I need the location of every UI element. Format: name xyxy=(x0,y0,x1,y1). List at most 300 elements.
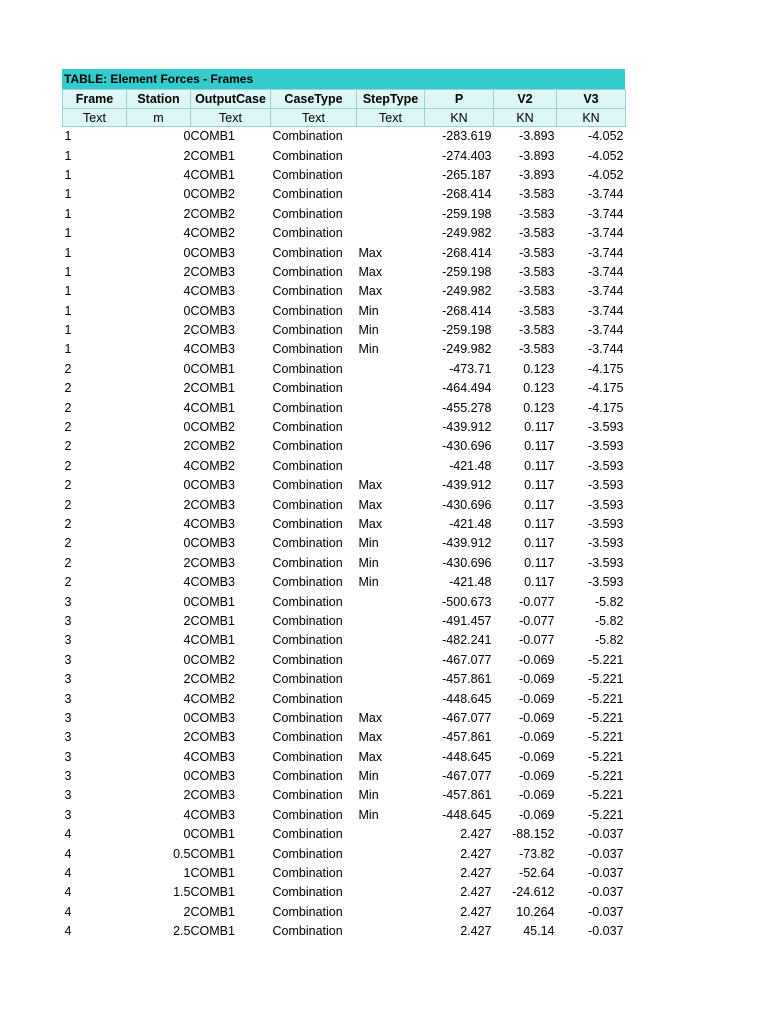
cell-station: 2 xyxy=(183,439,191,454)
cell-steptype: Min xyxy=(358,323,379,338)
table-row xyxy=(63,359,626,378)
cell-steptype xyxy=(357,223,425,242)
cell-frame: 1 xyxy=(64,284,72,299)
table-row xyxy=(63,456,626,475)
column-header-v2: V2 xyxy=(494,90,557,109)
cell-outputcase: COMB2 xyxy=(190,691,235,706)
cell-v3: -4.052 xyxy=(588,148,624,163)
cell-p: -439.912 xyxy=(442,478,492,493)
table-row xyxy=(63,223,626,242)
cell-v2: -0.069 xyxy=(519,710,555,725)
cell-station: 1 xyxy=(183,866,191,881)
cell-steptype xyxy=(357,185,425,204)
table-row xyxy=(63,417,626,436)
cell-v2: -0.069 xyxy=(519,672,555,687)
cell-frame: 3 xyxy=(64,788,72,803)
cell-steptype xyxy=(357,456,425,475)
cell-station: 0 xyxy=(183,303,191,318)
cell-casetype: Combination xyxy=(272,439,343,454)
cell-p: -457.861 xyxy=(442,672,492,687)
cell-v3: -0.037 xyxy=(588,866,624,881)
cell-steptype xyxy=(357,825,425,844)
cell-outputcase: COMB1 xyxy=(190,129,235,144)
column-header-outputcase: OutputCase xyxy=(191,90,271,109)
cell-frame: 1 xyxy=(64,342,72,357)
cell-v2: -0.069 xyxy=(519,691,555,706)
cell-v2: 0.117 xyxy=(524,420,555,435)
table-row xyxy=(63,708,626,727)
cell-v3: -4.175 xyxy=(588,361,624,376)
cell-p: -467.077 xyxy=(442,710,492,725)
table-row xyxy=(63,340,626,359)
cell-station: 0 xyxy=(183,594,191,609)
cell-p: -439.912 xyxy=(442,420,492,435)
table-row xyxy=(63,747,626,766)
cell-v3: -3.593 xyxy=(588,517,624,531)
table-row xyxy=(63,631,626,650)
cell-v3: -3.744 xyxy=(588,342,624,357)
cell-frame: 1 xyxy=(64,303,72,318)
cell-p: -448.645 xyxy=(442,691,492,706)
cell-casetype: Combination xyxy=(272,245,343,260)
cell-frame: 3 xyxy=(64,691,72,706)
cell-v2: -0.069 xyxy=(519,652,555,667)
cell-v2: -0.069 xyxy=(519,730,555,745)
cell-steptype: Max xyxy=(358,710,383,725)
cell-casetype: Combination xyxy=(272,827,343,842)
table-row xyxy=(63,204,626,223)
cell-steptype xyxy=(357,863,425,882)
table-row xyxy=(63,786,626,805)
cell-v3: -3.593 xyxy=(588,458,624,473)
cell-outputcase: COMB1 xyxy=(190,594,235,609)
cell-casetype: Combination xyxy=(272,167,343,182)
cell-outputcase: COMB2 xyxy=(190,439,235,454)
cell-steptype: Min xyxy=(358,769,379,784)
cell-station: 2 xyxy=(183,264,191,279)
cell-v2: -0.069 xyxy=(519,769,555,784)
cell-frame: 2 xyxy=(64,536,72,551)
table-row xyxy=(63,669,626,688)
cell-p: -473.71 xyxy=(449,361,492,376)
cell-outputcase: COMB2 xyxy=(190,187,235,202)
cell-p: -500.673 xyxy=(442,594,492,609)
cell-casetype: Combination xyxy=(272,361,343,376)
cell-outputcase: COMB3 xyxy=(190,769,235,784)
cell-frame: 2 xyxy=(64,458,72,473)
cell-p: -259.198 xyxy=(442,206,492,221)
cell-casetype: Combination xyxy=(272,129,343,144)
cell-frame: 2 xyxy=(64,478,72,493)
cell-v3: -3.744 xyxy=(588,206,624,221)
cell-frame: 3 xyxy=(64,769,72,784)
cell-frame: 1 xyxy=(64,129,72,144)
cell-outputcase: COMB3 xyxy=(190,730,235,745)
cell-casetype: Combination xyxy=(272,710,343,725)
cell-casetype: Combination xyxy=(272,420,343,435)
cell-frame: 2 xyxy=(64,400,72,415)
cell-station: 2 xyxy=(183,497,191,512)
cell-frame: 3 xyxy=(64,730,72,745)
cell-v2: -3.583 xyxy=(519,264,555,279)
cell-casetype: Combination xyxy=(272,885,343,900)
cell-p: -448.645 xyxy=(442,749,492,764)
cell-steptype xyxy=(357,417,425,436)
cell-v3: -0.037 xyxy=(588,827,624,842)
cell-frame: 3 xyxy=(64,594,72,609)
cell-v2: 0.117 xyxy=(524,555,555,570)
table-row xyxy=(63,844,626,863)
cell-station: 2 xyxy=(183,555,191,570)
cell-station: 4 xyxy=(183,749,191,764)
cell-casetype: Combination xyxy=(272,226,343,241)
cell-outputcase: COMB1 xyxy=(190,827,235,842)
cell-casetype: Combination xyxy=(272,691,343,706)
cell-frame: 4 xyxy=(64,885,72,900)
cell-station: 2 xyxy=(183,730,191,745)
cell-steptype xyxy=(357,883,425,902)
table-row xyxy=(63,379,626,398)
cell-outputcase: COMB1 xyxy=(190,633,235,648)
cell-v3: -5.82 xyxy=(595,613,624,628)
table-row xyxy=(63,553,626,572)
unit-v2: KN xyxy=(494,109,557,127)
table-row xyxy=(63,883,626,902)
cell-v2: -3.583 xyxy=(519,342,555,357)
cell-steptype: Max xyxy=(358,478,383,493)
cell-steptype: Min xyxy=(358,536,379,551)
cell-frame: 3 xyxy=(64,672,72,687)
table-title: TABLE: Element Forces - Frames xyxy=(62,69,625,89)
cell-outputcase: COMB1 xyxy=(190,400,235,415)
cell-outputcase: COMB2 xyxy=(190,226,235,241)
cell-p: -467.077 xyxy=(442,652,492,667)
cell-v3: -5.221 xyxy=(588,710,624,725)
table-row xyxy=(63,398,626,417)
cell-outputcase: COMB3 xyxy=(190,264,235,279)
cell-casetype: Combination xyxy=(272,303,343,318)
table-row xyxy=(63,805,626,824)
cell-frame: 2 xyxy=(64,420,72,435)
cell-outputcase: COMB1 xyxy=(190,613,235,628)
cell-station: 4 xyxy=(183,807,191,822)
cell-frame: 3 xyxy=(64,807,72,822)
cell-p: -249.982 xyxy=(442,226,492,241)
cell-frame: 2 xyxy=(64,439,72,454)
cell-station: 0 xyxy=(183,129,191,144)
cell-casetype: Combination xyxy=(272,284,343,299)
cell-p: -259.198 xyxy=(442,264,492,279)
cell-v2: -0.069 xyxy=(519,788,555,803)
cell-v2: -3.583 xyxy=(519,323,555,338)
cell-frame: 1 xyxy=(64,206,72,221)
cell-v3: -5.82 xyxy=(595,594,624,609)
cell-steptype xyxy=(357,922,425,941)
cell-casetype: Combination xyxy=(272,187,343,202)
cell-v3: -3.744 xyxy=(588,284,624,299)
cell-frame: 4 xyxy=(64,866,72,881)
cell-v3: -3.744 xyxy=(588,303,624,318)
cell-v2: 0.123 xyxy=(523,400,555,415)
cell-steptype: Max xyxy=(358,264,383,279)
cell-v3: -0.037 xyxy=(588,924,624,939)
unit-frame: Text xyxy=(63,109,127,127)
cell-p: -249.982 xyxy=(442,342,492,357)
cell-p: 2.427 xyxy=(460,924,492,939)
cell-p: -448.645 xyxy=(442,807,492,822)
cell-v3: -3.593 xyxy=(588,497,624,512)
cell-p: -455.278 xyxy=(442,400,492,415)
cell-station: 4 xyxy=(183,167,191,182)
cell-outputcase: COMB3 xyxy=(190,749,235,764)
cell-v2: 0.117 xyxy=(524,497,555,512)
cell-outputcase: COMB3 xyxy=(190,497,235,512)
cell-outputcase: COMB2 xyxy=(190,420,235,435)
cell-frame: 2 xyxy=(64,361,72,376)
table-row xyxy=(63,592,626,611)
cell-frame: 3 xyxy=(64,710,72,725)
cell-station: 2 xyxy=(183,381,191,396)
cell-p: -268.414 xyxy=(442,303,492,318)
cell-casetype: Combination xyxy=(272,594,343,609)
cell-outputcase: COMB1 xyxy=(190,904,235,919)
cell-outputcase: COMB3 xyxy=(190,710,235,725)
element-forces-sheet xyxy=(62,69,625,941)
cell-v2: 45.14 xyxy=(523,924,555,939)
cell-v2: 0.117 xyxy=(524,439,555,454)
table-row xyxy=(63,495,626,514)
unit-p: KN xyxy=(425,109,494,127)
cell-v2: 0.117 xyxy=(524,478,555,493)
cell-steptype xyxy=(357,592,425,611)
cell-v2: -3.583 xyxy=(519,303,555,318)
cell-station: 0 xyxy=(183,769,191,784)
cell-casetype: Combination xyxy=(272,749,343,764)
table-row xyxy=(63,262,626,281)
cell-steptype: Max xyxy=(358,730,383,745)
cell-frame: 1 xyxy=(64,148,72,163)
cell-p: -457.861 xyxy=(442,730,492,745)
cell-steptype: Max xyxy=(358,284,383,299)
cell-v2: -3.583 xyxy=(519,187,555,202)
cell-v3: -3.593 xyxy=(588,575,624,590)
cell-station: 2 xyxy=(183,323,191,338)
cell-v3: -4.052 xyxy=(588,167,624,182)
cell-p: -274.403 xyxy=(442,148,492,163)
cell-steptype: Min xyxy=(358,788,379,803)
cell-p: 2.427 xyxy=(460,904,492,919)
cell-casetype: Combination xyxy=(272,517,343,531)
cell-v3: -5.221 xyxy=(588,730,624,745)
cell-casetype: Combination xyxy=(272,788,343,803)
cell-station: 4 xyxy=(183,400,191,415)
table-row xyxy=(63,534,626,553)
cell-steptype: Min xyxy=(358,342,379,357)
table-row xyxy=(63,922,626,941)
cell-p: 2.427 xyxy=(460,885,492,900)
cell-p: -430.696 xyxy=(442,439,492,454)
cell-outputcase: COMB3 xyxy=(190,245,235,260)
cell-v2: 10.264 xyxy=(516,904,555,919)
cell-v3: -3.744 xyxy=(588,323,624,338)
cell-outputcase: COMB3 xyxy=(190,323,235,338)
cell-steptype xyxy=(357,631,425,650)
cell-station: 2 xyxy=(183,613,191,628)
cell-frame: 2 xyxy=(64,555,72,570)
cell-v3: -3.593 xyxy=(588,555,624,570)
column-header-v3: V3 xyxy=(557,90,626,109)
cell-casetype: Combination xyxy=(272,672,343,687)
cell-p: -482.241 xyxy=(442,633,492,648)
cell-casetype: Combination xyxy=(272,924,343,939)
cell-v2: -3.583 xyxy=(519,245,555,260)
cell-v3: -3.744 xyxy=(588,245,624,260)
cell-station: 2 xyxy=(183,788,191,803)
cell-station: 0 xyxy=(183,710,191,725)
cell-p: -265.187 xyxy=(442,167,492,182)
cell-v2: -0.077 xyxy=(519,613,555,628)
table-row xyxy=(63,165,626,184)
header-row xyxy=(63,90,626,109)
cell-station: 0 xyxy=(183,245,191,260)
cell-outputcase: COMB1 xyxy=(190,167,235,182)
cell-p: -268.414 xyxy=(442,245,492,260)
cell-casetype: Combination xyxy=(272,575,343,590)
cell-v3: -3.593 xyxy=(588,536,624,551)
table-row xyxy=(63,320,626,339)
cell-casetype: Combination xyxy=(272,264,343,279)
cell-frame: 1 xyxy=(64,167,72,182)
cell-station: 1.5 xyxy=(173,885,191,900)
cell-casetype: Combination xyxy=(272,807,343,822)
cell-station: 0 xyxy=(183,652,191,667)
cell-steptype xyxy=(357,844,425,863)
cell-p: -268.414 xyxy=(442,187,492,202)
cell-station: 4 xyxy=(183,575,191,590)
cell-station: 0 xyxy=(183,361,191,376)
column-header-p: P xyxy=(425,90,494,109)
cell-frame: 3 xyxy=(64,749,72,764)
cell-outputcase: COMB1 xyxy=(190,148,235,163)
cell-steptype: Min xyxy=(358,575,379,590)
table-row xyxy=(63,301,626,320)
cell-p: 2.427 xyxy=(460,866,492,881)
cell-casetype: Combination xyxy=(272,730,343,745)
cell-casetype: Combination xyxy=(272,846,343,861)
cell-frame: 2 xyxy=(64,497,72,512)
cell-v3: -5.221 xyxy=(588,652,624,667)
cell-v2: -0.069 xyxy=(519,749,555,764)
cell-frame: 2 xyxy=(64,575,72,590)
cell-v3: -3.744 xyxy=(588,264,624,279)
unit-outputcase: Text xyxy=(191,109,271,127)
cell-v2: -3.893 xyxy=(519,129,555,144)
cell-v3: -3.593 xyxy=(588,478,624,493)
table-row xyxy=(63,689,626,708)
cell-station: 0.5 xyxy=(173,846,191,861)
cell-p: -430.696 xyxy=(442,497,492,512)
cell-v3: -3.593 xyxy=(588,439,624,454)
cell-steptype: Max xyxy=(358,749,383,764)
cell-outputcase: COMB2 xyxy=(190,458,235,473)
cell-outputcase: COMB3 xyxy=(190,575,235,590)
cell-p: -457.861 xyxy=(442,788,492,803)
cell-frame: 3 xyxy=(64,633,72,648)
table-row xyxy=(63,766,626,785)
cell-v3: -5.82 xyxy=(595,633,624,648)
cell-p: 2.427 xyxy=(460,827,492,842)
cell-v2: -3.893 xyxy=(519,167,555,182)
cell-steptype: Max xyxy=(358,517,383,531)
table-row xyxy=(63,650,626,669)
cell-frame: 3 xyxy=(64,613,72,628)
column-header-station: Station xyxy=(127,90,191,109)
unit-casetype: Text xyxy=(271,109,357,127)
cell-steptype xyxy=(357,165,425,184)
cell-frame: 1 xyxy=(64,245,72,260)
cell-steptype xyxy=(357,437,425,456)
cell-steptype: Max xyxy=(358,497,383,512)
cell-v2: -3.893 xyxy=(519,148,555,163)
cell-p: -283.619 xyxy=(442,129,492,144)
cell-v2: -88.152 xyxy=(512,827,555,842)
table-row xyxy=(63,243,626,262)
cell-casetype: Combination xyxy=(272,458,343,473)
cell-outputcase: COMB1 xyxy=(190,866,235,881)
cell-outputcase: COMB1 xyxy=(190,885,235,900)
cell-v2: 0.117 xyxy=(524,575,555,590)
table-row xyxy=(63,728,626,747)
cell-v3: -4.052 xyxy=(588,129,624,144)
cell-steptype xyxy=(357,398,425,417)
cell-frame: 4 xyxy=(64,904,72,919)
cell-v3: -5.221 xyxy=(588,749,624,764)
cell-casetype: Combination xyxy=(272,769,343,784)
cell-casetype: Combination xyxy=(272,381,343,396)
cell-outputcase: COMB3 xyxy=(190,807,235,822)
cell-p: 2.427 xyxy=(460,846,492,861)
element-forces-table xyxy=(62,89,626,941)
cell-v3: -5.221 xyxy=(588,788,624,803)
cell-outputcase: COMB1 xyxy=(190,381,235,396)
cell-steptype xyxy=(357,902,425,921)
cell-station: 0 xyxy=(183,420,191,435)
cell-v3: -3.744 xyxy=(588,226,624,241)
cell-p: -249.982 xyxy=(442,284,492,299)
column-header-frame: Frame xyxy=(63,90,127,109)
cell-v3: -4.175 xyxy=(588,400,624,415)
cell-p: -491.457 xyxy=(442,613,492,628)
cell-outputcase: COMB2 xyxy=(190,652,235,667)
cell-casetype: Combination xyxy=(272,478,343,493)
cell-p: -421.48 xyxy=(449,458,492,473)
cell-steptype xyxy=(357,204,425,223)
column-header-casetype: CaseType xyxy=(271,90,357,109)
cell-frame: 1 xyxy=(64,323,72,338)
cell-station: 0 xyxy=(183,187,191,202)
cell-outputcase: COMB3 xyxy=(190,555,235,570)
units-row xyxy=(63,109,626,127)
cell-casetype: Combination xyxy=(272,555,343,570)
table-row xyxy=(63,282,626,301)
table-row xyxy=(63,437,626,456)
table-row xyxy=(63,127,626,146)
cell-casetype: Combination xyxy=(272,206,343,221)
cell-p: -467.077 xyxy=(442,769,492,784)
cell-frame: 4 xyxy=(64,827,72,842)
cell-p: -421.48 xyxy=(449,575,492,590)
table-row xyxy=(63,902,626,921)
